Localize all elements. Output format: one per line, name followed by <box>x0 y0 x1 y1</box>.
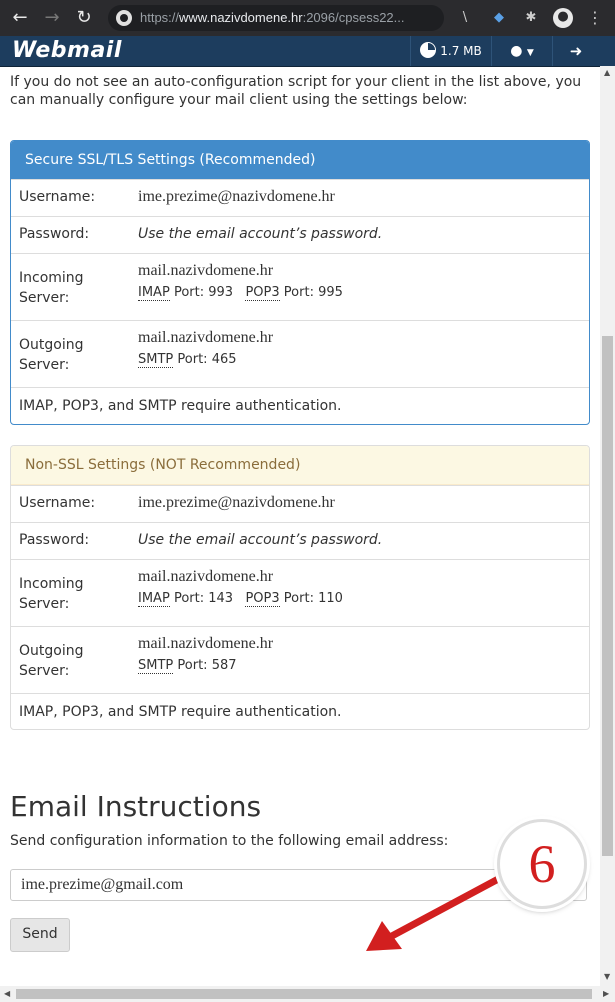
ssl-password-row <box>11 216 589 253</box>
pie-chart-icon <box>420 42 436 58</box>
ssl-imap-port: 993 <box>208 285 234 300</box>
nonssl-username-value: ime.prezime@nazivdomene.hr <box>138 494 335 511</box>
vertical-scrollbar[interactable] <box>600 66 615 986</box>
ssl-incoming-server: mail.nazivdomene.hr <box>138 262 274 279</box>
ssl-settings-panel <box>10 140 590 425</box>
scroll-up-icon[interactable]: ▲ <box>604 68 611 77</box>
ssl-auth-note: IMAP, POP3, and SMTP require authentication. <box>19 398 342 414</box>
annotation-arrow <box>360 871 510 961</box>
nonssl-password-value: Use the email account’s password. <box>138 532 383 548</box>
send-button[interactable]: Send <box>10 918 70 952</box>
ssl-username-row <box>11 179 589 216</box>
scroll-left-icon[interactable]: ◀ <box>4 989 11 998</box>
nonssl-password-row <box>11 522 589 559</box>
email-instructions-description: Send configuration information to the following email address: <box>10 833 449 849</box>
incoming-label: Incoming Server: <box>19 270 84 306</box>
url-text: https://www.nazivdomene.hr:2096/cpsess22... <box>140 10 405 25</box>
disk-usage[interactable]: 1.7 MB <box>410 36 491 66</box>
imap-abbr: IMAP <box>138 285 170 300</box>
horizontal-scrollbar[interactable] <box>0 986 615 1002</box>
ssl-smtp-port: 465 <box>211 352 237 367</box>
webmail-header <box>0 36 615 67</box>
ssl-username-value: ime.prezime@nazivdomene.hr <box>138 188 335 205</box>
username-label: Username: <box>19 495 96 511</box>
user-icon: ● <box>510 43 523 59</box>
puzzle-icon[interactable]: ✱ <box>525 10 537 25</box>
nonssl-settings-panel <box>10 445 590 730</box>
nonssl-outgoing-row <box>11 626 589 693</box>
menu-kebab-icon[interactable]: ⋮ <box>587 8 603 27</box>
intro-text: If you do not see an auto-configuration script for your client in the list above, you can manually configure your mail client using the settings below: <box>10 74 582 108</box>
vertical-scroll-thumb[interactable] <box>602 336 613 856</box>
scroll-down-icon[interactable]: ▼ <box>604 972 611 981</box>
nonssl-panel-title: Non-SSL Settings (NOT Recommended) <box>11 446 589 485</box>
password-label: Password: <box>19 532 90 548</box>
ssl-pop3-port: 995 <box>318 285 343 300</box>
imap-abbr: IMAP <box>138 591 170 606</box>
horizontal-scroll-thumb[interactable] <box>16 989 592 999</box>
incoming-label: Incoming Server: <box>19 576 84 612</box>
nonssl-incoming-server: mail.nazivdomene.hr <box>138 568 274 585</box>
logout-icon[interactable]: ➜ <box>552 36 599 66</box>
nonssl-incoming-ports: IMAP Port: 143 POP3 Port: 110 <box>138 591 343 606</box>
ssl-outgoing-row <box>11 320 589 387</box>
ssl-panel-title: Secure SSL/TLS Settings (Recommended) <box>11 141 589 179</box>
ssl-incoming-row <box>11 253 589 320</box>
site-info-icon[interactable] <box>116 10 132 26</box>
nonssl-incoming-row <box>11 559 589 626</box>
pop3-abbr: POP3 <box>245 285 280 300</box>
back-icon[interactable]: ← <box>12 7 28 28</box>
password-label: Password: <box>19 226 90 242</box>
nonssl-pop3-port: 110 <box>318 591 343 606</box>
nonssl-outgoing-server: mail.nazivdomene.hr <box>138 635 274 652</box>
nonssl-smtp-port: 587 <box>211 658 237 673</box>
smtp-abbr: SMTP <box>138 658 174 673</box>
extension-icon-2[interactable]: ◆ <box>494 10 504 25</box>
reload-icon[interactable]: ↻ <box>76 7 92 28</box>
ssl-outgoing-server: mail.nazivdomene.hr <box>138 329 274 346</box>
profile-icon[interactable]: ● <box>553 8 573 28</box>
user-menu[interactable] <box>491 36 552 66</box>
ssl-incoming-ports: IMAP Port: 993 POP3 Port: 995 <box>138 285 343 300</box>
step-number-badge: 6 <box>497 819 587 909</box>
browser-toolbar <box>0 0 615 36</box>
ssl-note-row <box>11 387 589 424</box>
scroll-right-icon[interactable]: ▶ <box>603 989 610 998</box>
webmail-logo[interactable]: Webmail <box>12 38 122 63</box>
ssl-password-value: Use the email account’s password. <box>138 226 383 242</box>
nonssl-auth-note: IMAP, POP3, and SMTP require authentication. <box>19 704 342 720</box>
email-instructions-heading: Email Instructions <box>10 790 262 823</box>
username-label: Username: <box>19 189 96 205</box>
address-bar[interactable] <box>108 5 444 31</box>
smtp-abbr: SMTP <box>138 352 174 367</box>
forward-icon[interactable]: → <box>44 7 60 28</box>
pop3-abbr: POP3 <box>245 591 280 606</box>
extension-icon[interactable]: \ <box>462 10 468 25</box>
nonssl-outgoing-ports: SMTP Port: 587 <box>138 658 237 673</box>
outgoing-label: Outgoing Server: <box>19 643 84 679</box>
ssl-outgoing-ports: SMTP Port: 465 <box>138 352 237 367</box>
outgoing-label: Outgoing Server: <box>19 337 84 373</box>
caret-down-icon: ▼ <box>526 48 534 58</box>
nonssl-username-row <box>11 485 589 522</box>
nonssl-imap-port: 143 <box>208 591 234 606</box>
nonssl-note-row <box>11 693 589 730</box>
